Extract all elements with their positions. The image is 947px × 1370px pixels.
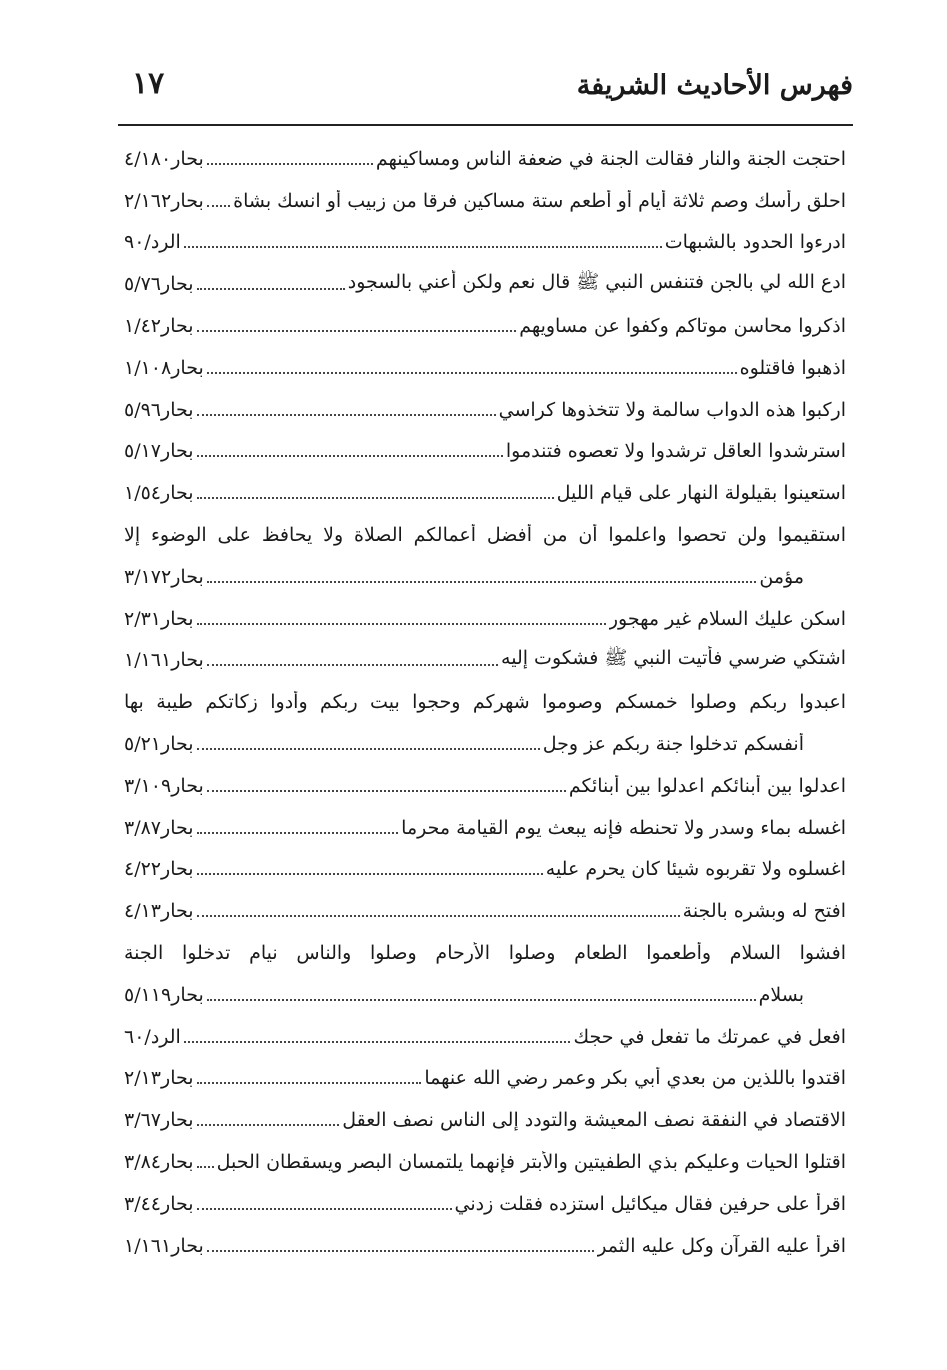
index-entry (124, 1183, 846, 1225)
hadith-text: اشتكي ضرسي فأتيت النبي ﷺ فشكوت إليه (501, 647, 846, 670)
hadith-text: ادع الله لي بالجن فتنفس النبي ﷺ قال نعم ولكن أعني بالسجود (347, 271, 846, 294)
hadith-text: اغسله بماء وسدر ولا تحنطه فإنه يبعث يوم القيامة محرما (401, 816, 846, 839)
dot-leader (197, 915, 680, 917)
dot-leader (207, 1250, 595, 1252)
index-entry (124, 1225, 846, 1267)
hadith-text: استقيموا ولن تحصوا واعلموا أن من أفضل أعمالكم الصلاة ولا يحافظ على الوضوء إلا (124, 524, 846, 547)
index-entry (124, 263, 846, 305)
dot-leader (184, 1041, 571, 1043)
source-reference: بحار٥/٩٦ (124, 398, 194, 421)
index-entry (124, 932, 846, 974)
hadith-text: الاقتصاد في النفقة نصف المعيشة والتودد إلى الناس نصف العقل (342, 1109, 846, 1132)
index-entry (124, 180, 846, 222)
index-entry (124, 347, 846, 389)
source-reference: بحار١/٤٢ (124, 315, 194, 338)
hadith-text: احتجت الجنة والنار فقالت الجنة في ضعفة الناس ومساكينهم (375, 147, 846, 170)
hadith-text: اعبدوا ربكم وصلوا خمسكم وصوموا شهركم وحجوا بيت ربكم وأدوا زكاتكم طيبة بها (124, 691, 846, 714)
page-title: فهرس الأحاديث الشريفة (576, 70, 853, 101)
dot-leader (207, 163, 373, 165)
index-entry (124, 138, 846, 180)
source-reference: بحار٢/٣١ (124, 607, 194, 630)
dot-leader (207, 581, 757, 583)
index-entry (124, 305, 846, 347)
index-entry (124, 514, 846, 556)
dot-leader (197, 497, 554, 499)
index-entry-continuation (124, 723, 846, 765)
dot-leader (197, 455, 503, 457)
source-reference: بحار٤/١٣ (124, 900, 194, 923)
header-divider (118, 124, 853, 126)
index-entry (124, 431, 846, 473)
hadith-text: اسكن عليك السلام غير مهجور (608, 607, 846, 630)
hadith-text: اعدلوا بين أبنائكم اعدلوا بين أبنائكم (568, 774, 846, 797)
hadith-text: استرشدوا العاقل ترشدوا ولا تعصوه فتندموا (505, 440, 846, 463)
index-entry (124, 472, 846, 514)
dot-leader (207, 999, 756, 1001)
source-reference: الرد/٦٠ (124, 1025, 181, 1048)
source-reference: بحار٣/٦٧ (124, 1109, 194, 1132)
index-entry-continuation (124, 974, 846, 1016)
hadith-text: اركبوا هذه الدواب سالمة ولا تتخذوها كراسي (498, 398, 846, 421)
dot-leader (184, 246, 662, 248)
hadith-text: افشوا السلام وأطعموا الطعام وصلوا الأرحام وصلوا والناس نيام تدخلوا الجنة (124, 942, 846, 965)
index-entry-continuation (124, 556, 846, 598)
dot-leader (197, 414, 496, 416)
dot-leader (197, 1124, 340, 1126)
hadith-index-list (124, 138, 846, 1267)
dot-leader (207, 372, 737, 374)
hadith-text: بسلام (758, 983, 804, 1006)
page-number: ١٧ (132, 66, 165, 101)
index-entry (124, 598, 846, 640)
source-reference: بحار١/١٦١ (124, 1234, 204, 1257)
source-reference: الرد/٩٠ (124, 231, 181, 254)
index-entry (124, 1058, 846, 1100)
hadith-text: افتح له وبشره بالجنة (682, 900, 846, 923)
source-reference: بحار٣/١٧٢ (124, 565, 204, 588)
dot-leader (197, 623, 606, 625)
index-entry (124, 1099, 846, 1141)
source-reference: بحار٣/٤٤ (124, 1192, 194, 1215)
hadith-text: مؤمن (759, 565, 804, 588)
dot-leader (197, 1166, 214, 1168)
index-entry (124, 1141, 846, 1183)
hadith-text: اذهبوا فاقتلوه (739, 356, 846, 379)
source-reference: بحار٣/٨٤ (124, 1151, 194, 1174)
source-reference: بحار٤/١٨٠ (124, 147, 204, 170)
source-reference: بحار٥/٢١ (124, 733, 194, 756)
source-reference: بحار٢/١٣ (124, 1067, 194, 1090)
source-reference: بحار١/١٦١ (124, 649, 204, 672)
source-reference: بحار٣/١٠٩ (124, 774, 204, 797)
source-reference: بحار٤/٢٢ (124, 858, 194, 881)
hadith-text: اقتلوا الحيات وعليكم بذي الطفيتين والأبتر فإنهما يلتمسان البصر ويسقطان الحبل (216, 1151, 846, 1174)
hadith-text: اغسلوه ولا تقربوه شيئا كان يحرم عليه (545, 858, 846, 881)
dot-leader (207, 205, 230, 207)
hadith-text: اقرأ عليه القرآن وكل عليه الثمر (597, 1234, 846, 1257)
dot-leader (207, 790, 566, 792)
source-reference: بحار٢/١٦٢ (124, 189, 204, 212)
index-entry (124, 849, 846, 891)
index-entry (124, 890, 846, 932)
index-entry (124, 1016, 846, 1058)
dot-leader (197, 288, 345, 290)
source-reference: بحار٥/١٧ (124, 440, 194, 463)
page-header (118, 62, 853, 112)
source-reference: بحار٣/٨٧ (124, 816, 194, 839)
hadith-text: افعل في عمرتك ما تفعل في حجك (573, 1025, 846, 1048)
index-entry (124, 640, 846, 682)
hadith-text: اذكروا محاسن موتاكم وكفوا عن مساويهم (519, 315, 846, 338)
dot-leader (197, 832, 399, 834)
hadith-text: احلق رأسك وصم ثلاثة أيام أو أطعم ستة مساكين فرقا من زبيب أو انسك بشاة (233, 189, 846, 212)
index-entry (124, 765, 846, 807)
index-entry (124, 807, 846, 849)
dot-leader (197, 748, 540, 750)
index-entry (124, 389, 846, 431)
dot-leader (197, 1208, 452, 1210)
index-entry (124, 222, 846, 264)
index-entry (124, 681, 846, 723)
source-reference: بحار٥/١١٩ (124, 983, 204, 1006)
dot-leader (197, 1082, 422, 1084)
dot-leader (197, 330, 517, 332)
dot-leader (197, 873, 543, 875)
hadith-text: اقتدوا باللذين من بعدي أبي بكر وعمر رضي الله عنهما (424, 1067, 846, 1090)
dot-leader (207, 664, 498, 666)
source-reference: بحار١/١٠٨ (124, 356, 204, 379)
hadith-text: استعينوا بقيلولة النهار على قيام الليل (556, 482, 846, 505)
hadith-text: اقرأ على حرفين فقال ميكائيل استزده فقلت زدني (454, 1192, 846, 1215)
source-reference: بحار٥/٧٦ (124, 273, 194, 296)
source-reference: بحار١/٥٤ (124, 482, 194, 505)
hadith-text: أنفسكم تدخلوا جنة ربكم عز وجل (542, 733, 804, 756)
hadith-text: ادرءوا الحدود بالشبهات (664, 231, 846, 254)
